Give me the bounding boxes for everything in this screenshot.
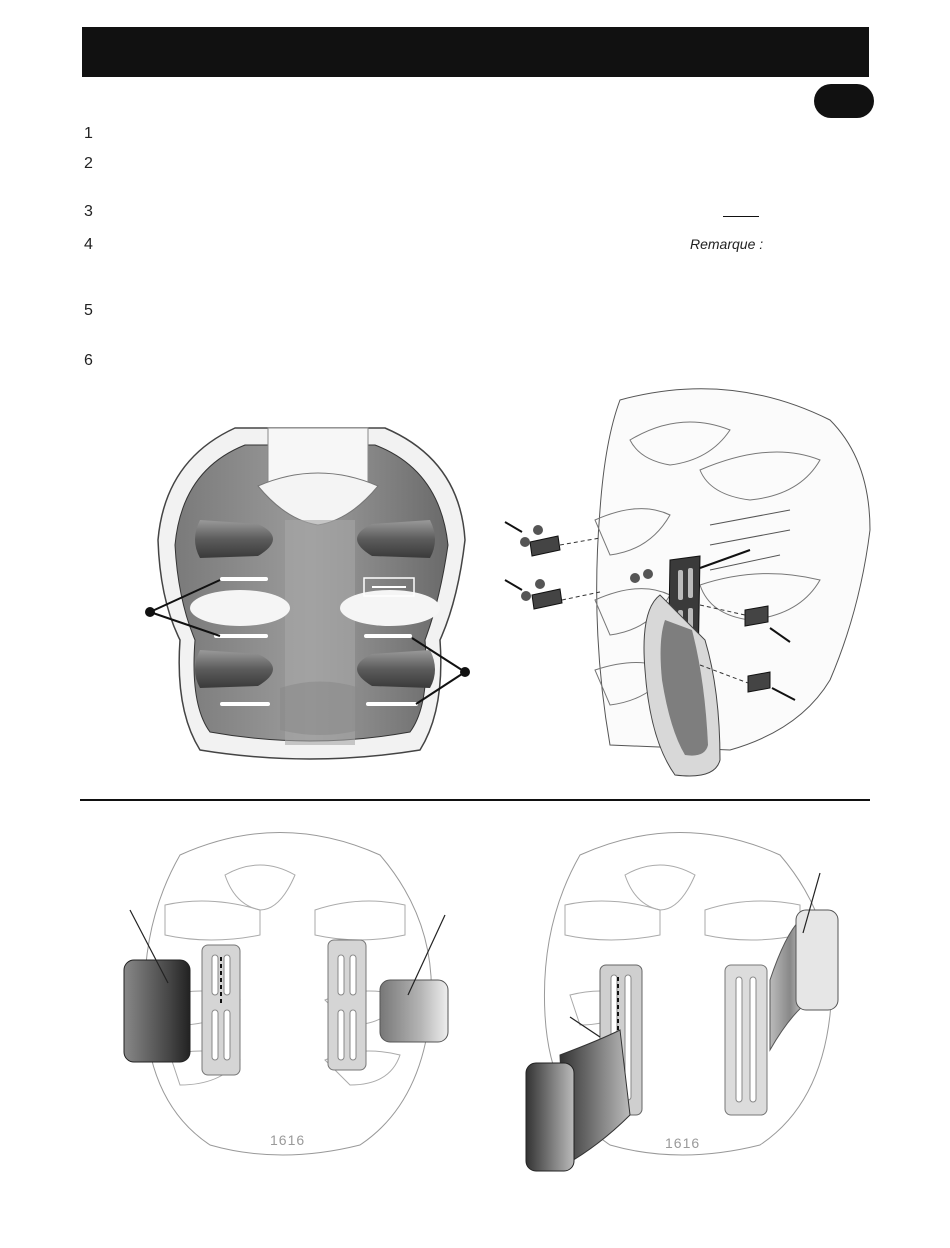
underline-mark — [723, 216, 759, 217]
figure-label-right: 1616 — [665, 1135, 701, 1151]
step-number-1: 1 — [84, 125, 93, 142]
hardware-exploded-illustration — [500, 380, 890, 780]
step-number-4: 4 — [84, 236, 93, 253]
header-bar — [82, 27, 869, 77]
step-number-6: 6 — [84, 352, 93, 369]
figure-label-left: 1616 — [270, 1132, 306, 1148]
step-number-3: 3 — [84, 203, 93, 220]
step-number-2: 2 — [84, 155, 93, 172]
section-divider — [80, 799, 870, 801]
step-number-5: 5 — [84, 302, 93, 319]
language-badge — [814, 84, 874, 118]
remark-label: Remarque : — [690, 236, 764, 252]
pad-position-illustration-right — [520, 815, 850, 1175]
pad-position-illustration-left — [120, 815, 450, 1160]
shell-back-view-illustration — [140, 420, 480, 765]
